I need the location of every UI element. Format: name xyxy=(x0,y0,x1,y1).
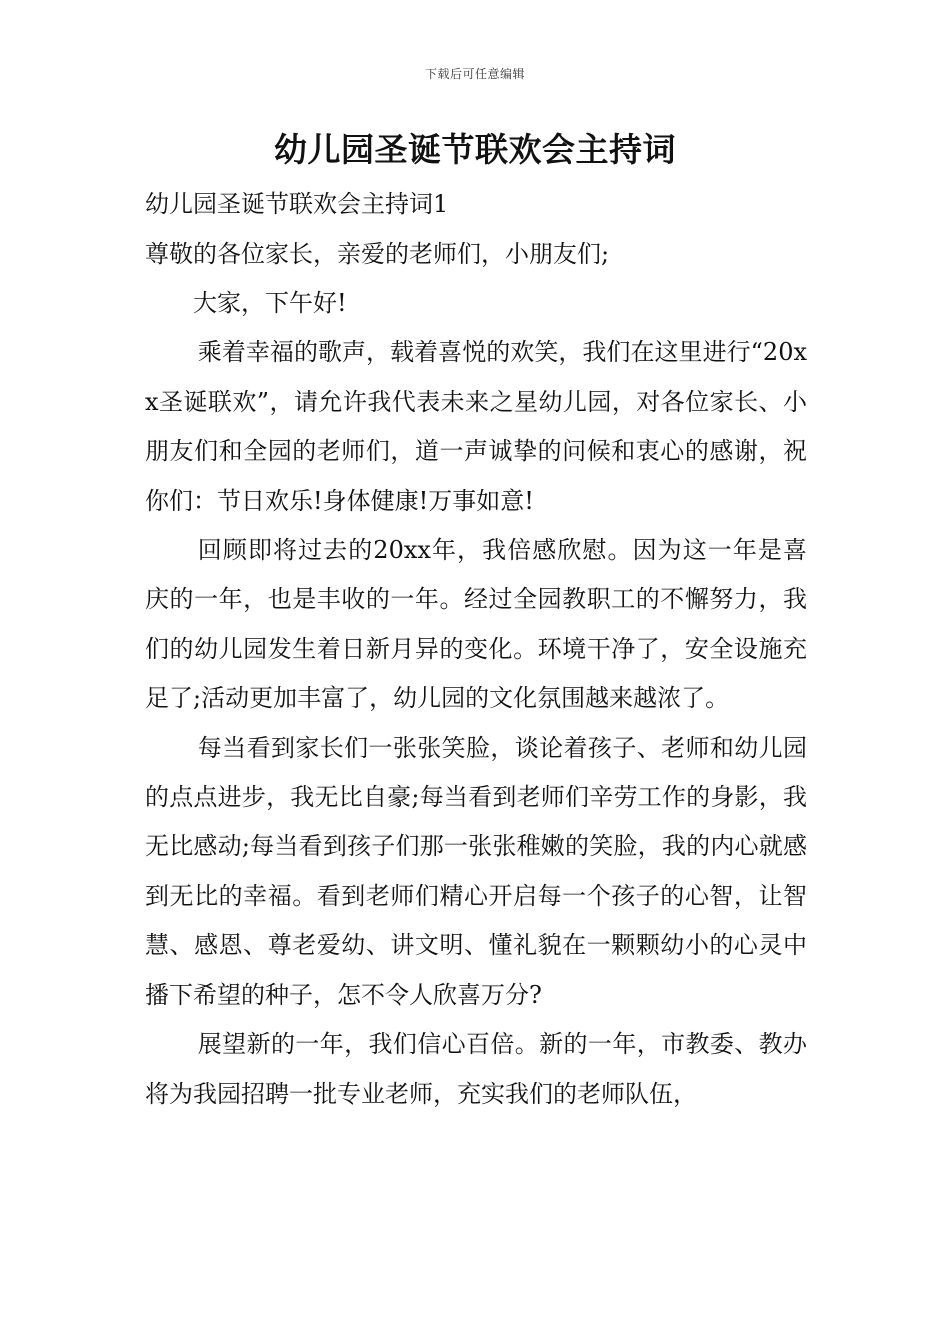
paragraph: 乘着幸福的歌声，载着喜悦的欢笑，我们在这里进行“20xx圣诞联欢”，请允许我代表未来之星幼儿园，对各位家长、小朋友们和全园的老师们，道一声诚挚的问候和衷心的感谢，祝你们：节日欢乐!身体健康!万事如意! xyxy=(145,338,807,515)
header-note: 下载后可任意编辑 xyxy=(424,67,525,81)
paragraph-salutation: 大家，下午好! xyxy=(193,289,347,317)
document-subtitle: 幼儿园圣诞节联欢会主持词1 xyxy=(145,190,449,218)
paragraph: 展望新的一年，我们信心百倍。新的一年，市教委、教办将为我园招聘一批专业老师，充实我们的老师队伍， xyxy=(145,1030,807,1108)
paragraph: 每当看到家长们一张张笑脸，谈论着孩子、老师和幼儿园的点点进步，我无比自豪;每当看到老师们辛劳工作的身影，我无比感动;每当看到孩子们那一张张稚嫩的笑脸，我的内心就感到无比的幸福。看到老师们精心开启每一个孩子的心智，让智慧、感恩、尊老爱幼、讲文明、懂礼貌在一颗颗幼小的心灵中播下希望的种子，怎不令人欣喜万分? xyxy=(145,733,807,1009)
document-title: 幼儿园圣诞节联欢会主持词 xyxy=(274,130,676,169)
document-body xyxy=(145,279,807,1119)
paragraph: 回顾即将过去的20xx年，我倍感欣慰。因为这一年是喜庆的一年，也是丰收的一年。经过全园教职工的不懈努力，我们的幼儿园发生着日新月异的变化。环境干净了，安全设施充足了;活动更加丰富了，幼儿园的文化氛围越来越浓了。 xyxy=(145,536,807,713)
greeting-line: 尊敬的各位家长，亲爱的老师们，小朋友们; xyxy=(145,240,610,268)
